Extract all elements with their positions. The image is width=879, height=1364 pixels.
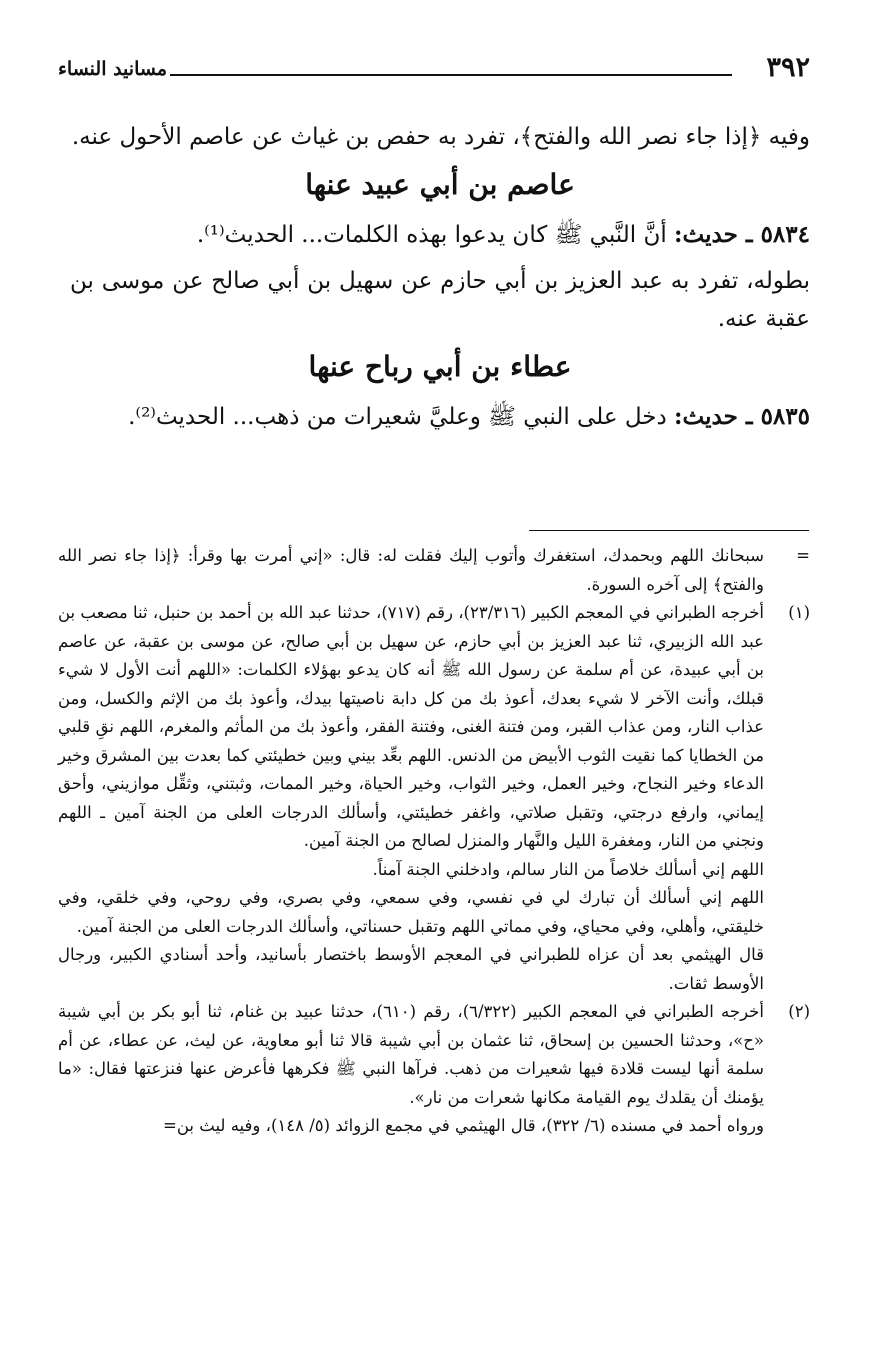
hadith-5834-note: بطوله، تفرد به عبد العزيز بن أبي حازم عن سهيل بن أبي صالح عن موسى بن عقبة عنه. — [70, 268, 810, 332]
footnote-2 — [58, 998, 810, 1141]
footnote-separator — [529, 530, 809, 531]
hadith-5834-number: ٥٨٣٤ ـ حديث: — [674, 221, 810, 248]
footnote-continuation — [58, 542, 810, 599]
continuation-mark: = — [796, 546, 810, 565]
hadith-5834 — [70, 216, 810, 254]
footnote-1-para-4: قال الهيثمي بعد أن عزاه للطبراني في المعجم الأوسط باختصار بأسانيد، وأحد أسنادي الكبير، ورجال الأوسط ثقات. — [58, 945, 764, 993]
footnote-1-mark: (١) — [788, 603, 810, 622]
hadith-5835-text: دخل على النبي ﷺ وعليَّ شعيرات من ذهب... الحديث⁽²⁾. — [128, 404, 667, 430]
footnote-continuation-text: سبحانك اللهم وبحمدك، استغفرك وأتوب إليك فقلت له: قال: «إني أمرت بها وقرأ: ﴿إذا جاء نصر الله والفتح﴾ إلى آخره السورة. — [58, 546, 764, 594]
section-heading-asim: عاصم بن أبي عبيد عنها — [305, 168, 575, 201]
footnote-2-text: أخرجه الطبراني في المعجم الكبير (٦/٣٢٢)، رقم (٦١٠)، حدثنا عبيد بن غنام، ثنا أبو بكر بن أبي شيبة «ح»، وحدثنا الحسين بن إسحاق، ثنا عثمان بن أبي شيبة قالا ثنا أبو معاوية، عن ليث، عن عطاء، عن أم سلمة أنها ليست قلادة فيها شعيرات من ذهب. فرآها النبي ﷺ فكرهها فأعرض عنها فنزعتها فقال: «ما يؤمنك أن يقلدك يوم القيامة مكانها شعرات من نار». — [58, 1002, 764, 1107]
footnote-2-mark: (٢) — [788, 1002, 810, 1021]
header-rule — [170, 74, 732, 76]
footnote-2-para-2: ورواه أحمد في مسنده (٦/ ٣٢٢)، قال الهيثمي في مجمع الزوائد (٥/ ١٤٨)، وفيه ليث بن= — [163, 1116, 764, 1135]
footnote-1-para-3: اللهم إني أسألك أن تبارك لي في نفسي، وفي سمعي، وفي بصري، وفي روحي، وفي خلقي، وفي خليقتي، وأهلي، وفي محياي، وفي مماتي اللهم وتقبل حسناتي، وأسألك الدرجات العلى من الجنة آمين. — [58, 888, 764, 936]
footnote-1-text: أخرجه الطبراني في المعجم الكبير (٢٣/٣١٦)، رقم (٧١٧)، حدثنا عبد الله بن أحمد بن حنبل، ثنا مصعب بن عبد الله الزبيري، ثنا عبد العزيز بن أبي حازم، عن سهيل بن أبي صالح، عن موسى بن عقبة، عن عاصم بن أبي عبيدة، عن أم سلمة عن رسول الله ﷺ أنه كان يدعو بهؤلاء الكلمات: «اللهم أنت الأول لا شيء قبلك، وأنت الآخر لا شيء بعدك، أعوذ بك من كل دابة ناصيتها بيدك، وأعوذ بك من الإثم والكسل، ومن عذاب النار، ومن عذاب القبر، ومن فتنة الغنى، وفتنة الفقر، وأعوذ بك من المأثم والمغرم، اللهم نقِ قلبي من الخطايا كما نقيت الثوب الأبيض من الدنس. اللهم بعِّد بيني وبين خطيئتي كما بعدت بين المشرق وخير الدعاء وخير النجاح، وخير العمل، وخير الثواب، وخير الحياة، وخير الممات، وثبتني، وثقِّل موازيني، وأحق إيماني، وارفع درجتي، وتقبل صلاتي، واغفر خطيئتي، وأسألك الدرجات العلى من الجنة آمين ـ اللهم ونجني من النار، ومغفرة الليل والنَّهار والمنزل لصالح من الجنة آمين. — [58, 603, 764, 850]
hadith-5834-text: أنَّ النَّبي ﷺ كان يدعوا بهذه الكلمات... الحديث⁽¹⁾. — [196, 222, 667, 248]
footnotes — [58, 542, 810, 1141]
footnote-1-para-2: اللهم إني أسألك خلاصاً من النار سالم، وادخلني الجنة آمناً. — [372, 859, 764, 879]
hadith-5835-number: ٥٨٣٥ ـ حديث: — [674, 403, 810, 430]
page-header — [58, 50, 810, 90]
intro-paragraph: وفيه ﴿إذا جاء نصر الله والفتح﴾، تفرد به حفص بن غياث عن عاصم الأحول عنه. — [71, 124, 810, 150]
running-title: مسانيد النساء — [58, 58, 167, 80]
page-number: ٣٩٢ — [766, 52, 810, 83]
section-heading-ata: عطاء بن أبي رباح عنها — [308, 350, 572, 383]
main-text — [70, 118, 810, 444]
footnote-1 — [58, 599, 810, 998]
hadith-5835 — [70, 398, 810, 436]
